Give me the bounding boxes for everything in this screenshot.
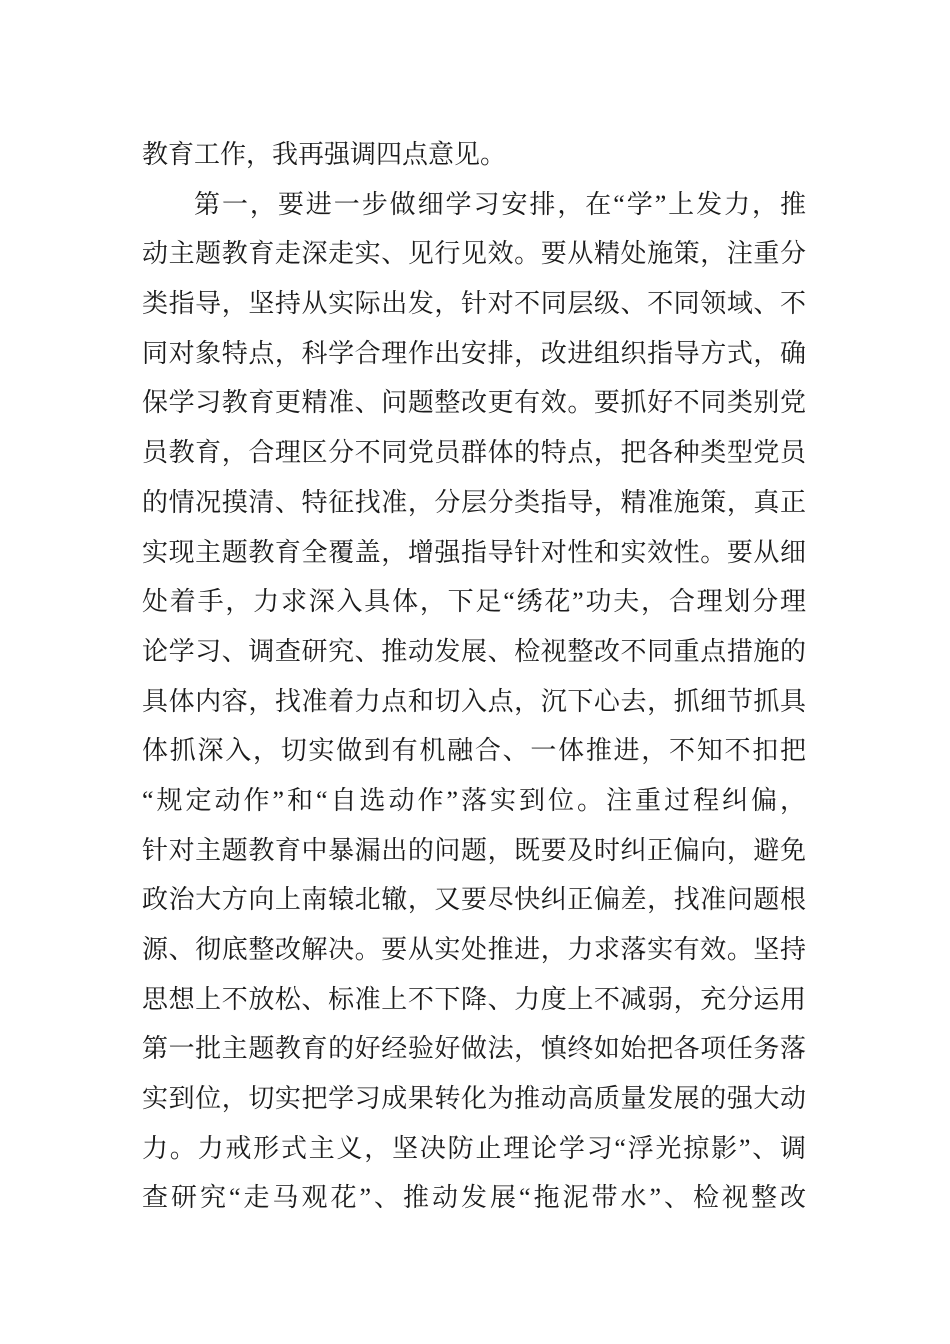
document-body (142, 130, 806, 1223)
text-line: 查研究“走马观花”、推动发展“拖泥带水”、检视整改 (142, 1183, 806, 1213)
text-line: 针对主题教育中暴漏出的问题，既要及时纠正偏向，避免 (142, 835, 806, 865)
text-line: 实到位，切实把学习成果转化为推动高质量发展的强大动 (142, 1084, 806, 1114)
text-line: “规定动作”和“自选动作”落实到位。注重过程纠偏， (142, 785, 806, 815)
text-line: 第一，要进一步做细学习安排，在“学”上发力，推 (194, 189, 806, 219)
text-line: 力。力戒形式主义，坚决防止理论学习“浮光掠影”、调 (142, 1133, 806, 1163)
text-line: 政治大方向上南辕北辙，又要尽快纠正偏差，找准问题根 (142, 885, 806, 915)
text-line: 具体内容，找准着力点和切入点，沉下心去，抓细节抓具 (142, 686, 806, 716)
text-line: 第一批主题教育的好经验好做法，慎终如始把各项任务落 (142, 1034, 806, 1064)
text-line: 实现主题教育全覆盖，增强指导针对性和实效性。要从细 (142, 537, 806, 567)
text-line: 动主题教育走深走实、见行见效。要从精处施策，注重分 (142, 239, 806, 269)
text-line: 同对象特点，科学合理作出安排，改进组织指导方式，确 (142, 338, 806, 368)
text-line: 思想上不放松、标准上不下降、力度上不减弱，充分运用 (142, 984, 806, 1014)
text-line: 员教育，合理区分不同党员群体的特点，把各种类型党员 (142, 438, 806, 468)
text-line: 保学习教育更精准、问题整改更有效。要抓好不同类别党 (142, 388, 806, 418)
text-line: 教育工作，我再强调四点意见。 (142, 140, 507, 169)
text-line: 源、彻底整改解决。要从实处推进，力求落实有效。坚持 (142, 935, 806, 964)
text-line: 体抓深入，切实做到有机融合、一体推进，不知不扣把 (142, 736, 806, 766)
text-line: 处着手，力求深入具体，下足“绣花”功夫，合理划分理 (142, 587, 806, 617)
text-line: 类指导，坚持从实际出发，针对不同层级、不同领域、不 (142, 289, 806, 319)
text-line: 的情况摸清、特征找准，分层分类指导，精准施策，真正 (142, 487, 806, 517)
text-line: 论学习、调查研究、推动发展、检视整改不同重点措施的 (142, 636, 806, 666)
